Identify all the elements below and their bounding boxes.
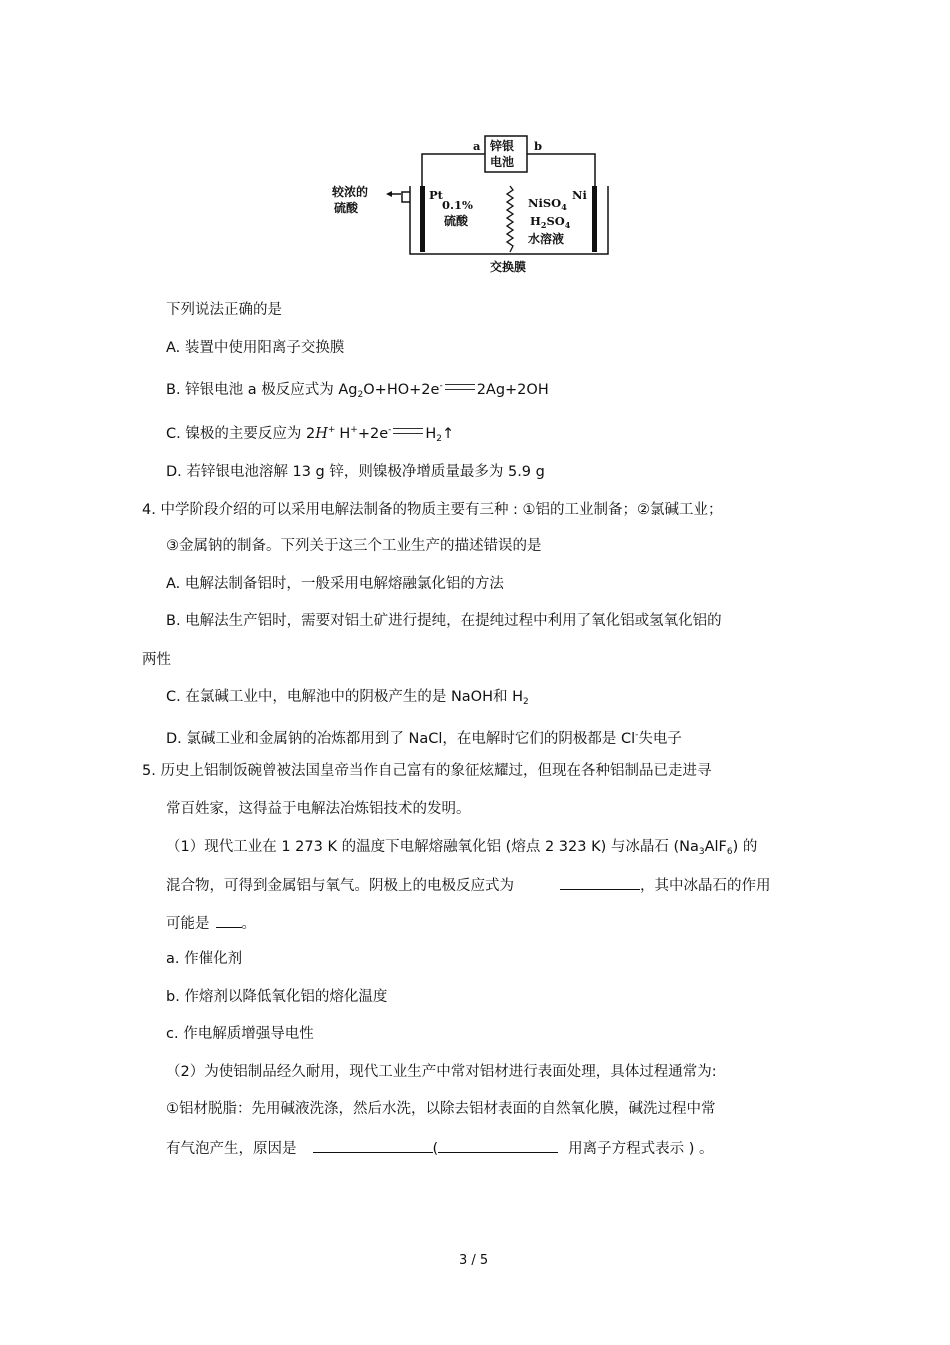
q5-part2-line2: ①铝材脱脂：先用碱液洗涤，然后水洗，以除去铝材表面的自然氧化膜，碱洗过程中常 <box>166 1101 716 1117</box>
q4-option-b-2: 两性 <box>142 652 171 668</box>
q3-option-c: C. 镍极的主要反应为 2H+ H++2e- $H_2↑$ <box>166 425 455 444</box>
arrow-head <box>386 191 392 197</box>
q5-option-b: b. 作熔剂以降低氧化铝的熔化温度 <box>166 989 388 1005</box>
q4-option-b-1: B. 电解法生产铝时，需要对铝土矿进行提纯，在提纯过程中利用了氧化铝或氢氧化铝的 <box>166 613 722 629</box>
outlet-tube <box>402 192 410 202</box>
battery-label-2: 电池 <box>490 155 515 169</box>
wire-right <box>527 154 595 186</box>
q5-option-c: c. 作电解质增强导电性 <box>166 1026 314 1042</box>
q4-option-c: C. 在氯碱工业中，电解池中的阴极产生的是 NaOH和 $H_2$ <box>166 689 529 707</box>
right-solution-1: NiSO$_4$ <box>528 196 567 212</box>
left-solution-2: 硫酸 <box>444 214 469 228</box>
q5-option-a: a. 作催化剂 <box>166 951 243 967</box>
ni-electrode <box>592 186 597 252</box>
answer-blank-electrode[interactable] <box>560 875 640 890</box>
outlet-label-2: 硫酸 <box>334 201 359 215</box>
q3-prompt: 下列说法正确的是 <box>166 302 282 318</box>
ni-label: Ni <box>572 188 587 202</box>
electrolysis-diagram <box>330 128 615 280</box>
q3-option-a: A. 装置中使用阳离子交换膜 <box>166 340 345 356</box>
q4-option-a: A. 电解法制备铝时，一般采用电解熔融氯化铝的方法 <box>166 576 504 592</box>
page-number: 3 / 5 <box>459 1253 489 1268</box>
q5-part1-line2: 混合物，可得到金属铝与氧气。阴极上的电极反应式为 ，其中冰晶石的作用 <box>166 875 771 895</box>
q5-part1-line3: 可能是 。 <box>166 913 256 933</box>
q3-option-b: B. 锌银电池 a 极反应式为 $Ag_2O+HO+2e^-$ 2Ag+2OH <box>166 381 549 400</box>
pt-electrode <box>420 186 425 252</box>
q3-option-d: D. 若锌银电池溶解 13 g 锌，则镍极净增质量最多为 5.9 g <box>166 464 545 480</box>
q4-option-d: D. 氯碱工业和金属钠的冶炼都用到了 NaCl，在电解时它们的阴极都是 Cl-失电子 <box>166 730 682 747</box>
answer-blank-role[interactable] <box>216 913 242 928</box>
pt-label: Pt <box>429 188 443 202</box>
left-solution-1: 0.1% <box>442 198 473 212</box>
exchange-membrane <box>507 186 513 252</box>
q5-part2-line3: 有气泡产生，原因是 ( 用离子方程式表示 ) 。 <box>166 1138 714 1158</box>
terminal-b: b <box>534 139 543 153</box>
outlet-label-1: 较浓的 <box>332 185 369 199</box>
wire-left <box>422 154 485 186</box>
right-solution-3: 水溶液 <box>528 232 565 246</box>
battery-label-1: 锌银 <box>490 139 515 153</box>
answer-blank-equation[interactable] <box>438 1138 558 1153</box>
membrane-label: 交换膜 <box>490 260 527 274</box>
q5-part2-line1: （2）为使铝制品经久耐用，现代工业生产中常对铝材进行表面处理，具体过程通常为: <box>166 1064 717 1080</box>
right-solution-2: $H_2SO_4$ <box>530 214 571 230</box>
q5-stem-2: 常百姓家，这得益于电解法冶炼铝技术的发明。 <box>166 801 471 817</box>
terminal-a: a <box>473 139 481 153</box>
q5-part1-line1: （1）现代工业在 1 273 K 的温度下电解熔融氧化铝 (熔点 2 323 K) 与冰晶石 $(Na_3AlF_6)$ 的 <box>166 839 758 857</box>
q4-stem-2: ③金属钠的制备。下列关于这三个工业生产的描述错误的是 <box>166 538 542 554</box>
answer-blank-reason[interactable] <box>313 1138 433 1153</box>
q4-stem-1: 4. 中学阶段介绍的可以采用电解法制备的物质主要有三种 : ①铝的工业制备；②氯碱工业； <box>142 502 723 518</box>
q5-stem-1: 5. 历史上铝制饭碗曾被法国皇帝当作自己富有的象征炫耀过，但现在各种铝制品已走进寻 <box>142 763 712 779</box>
